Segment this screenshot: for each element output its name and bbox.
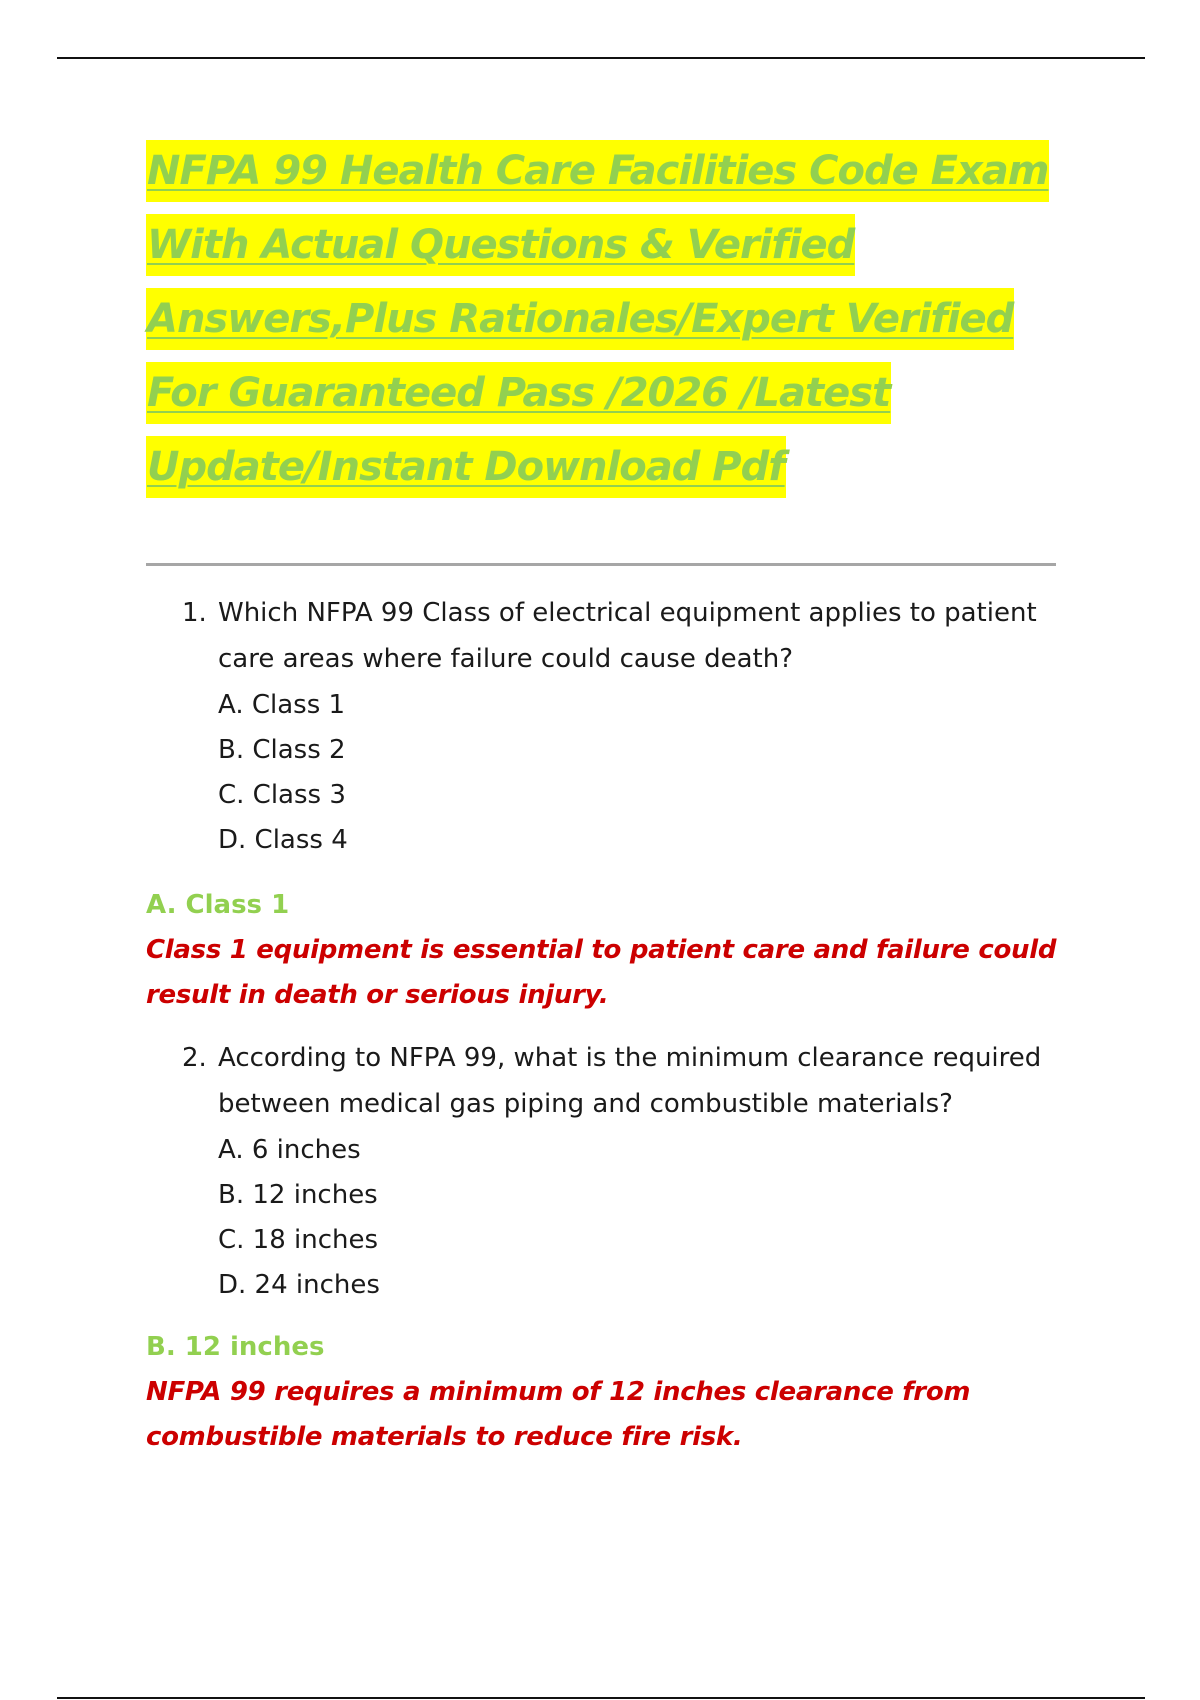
title-line [146,436,1076,510]
page-top-rule [57,57,1145,59]
title-line-text: With Actual Questions & Verified [146,214,855,276]
title-line [146,214,1076,288]
answer-options [218,1127,1062,1307]
question-text: According to NFPA 99, what is the minimum clearance required between medical gas piping and combustible materials? [218,1043,1042,1119]
option-d: D. 24 inches [218,1270,380,1300]
question-text: Which NFPA 99 Class of electrical equipment applies to patient care areas where failure could cause death? [218,598,1037,674]
correct-answer: A. Class 1 [146,890,290,920]
option-a: A. Class 1 [218,690,346,720]
option-b: B. Class 2 [218,735,346,765]
title-line-text: NFPA 99 Health Care Facilities Code Exam [146,140,1049,202]
option-c: C. Class 3 [218,780,346,810]
title-line-text: Answers,Plus Rationales/Expert Verified [146,288,1014,350]
title-line [146,140,1076,214]
option-b: B. 12 inches [218,1180,378,1210]
answer-rationale: Class 1 equipment is essential to patient care and failure could result in death or serious injury. [146,935,1057,1010]
question-1 [182,590,1062,862]
option-a: A. 6 inches [218,1135,361,1165]
answer-options [218,682,1062,862]
correct-answer: B. 12 inches [146,1332,325,1362]
option-d: D. Class 4 [218,825,348,855]
document-title [146,140,1076,510]
title-line [146,362,1076,436]
title-line-text: Update/Instant Download Pdf [146,436,786,498]
option-c: C. 18 inches [218,1225,379,1255]
title-line [146,288,1076,362]
question-number: 1. [182,598,207,628]
answer-rationale: NFPA 99 requires a minimum of 12 inches clearance from combustible materials to reduce fire risk. [146,1377,971,1452]
section-divider [146,563,1056,566]
page-bottom-rule [57,1697,1145,1699]
title-line-text: For Guaranteed Pass /2026 /Latest [146,362,891,424]
question-number: 2. [182,1043,207,1073]
question-2 [182,1035,1062,1307]
